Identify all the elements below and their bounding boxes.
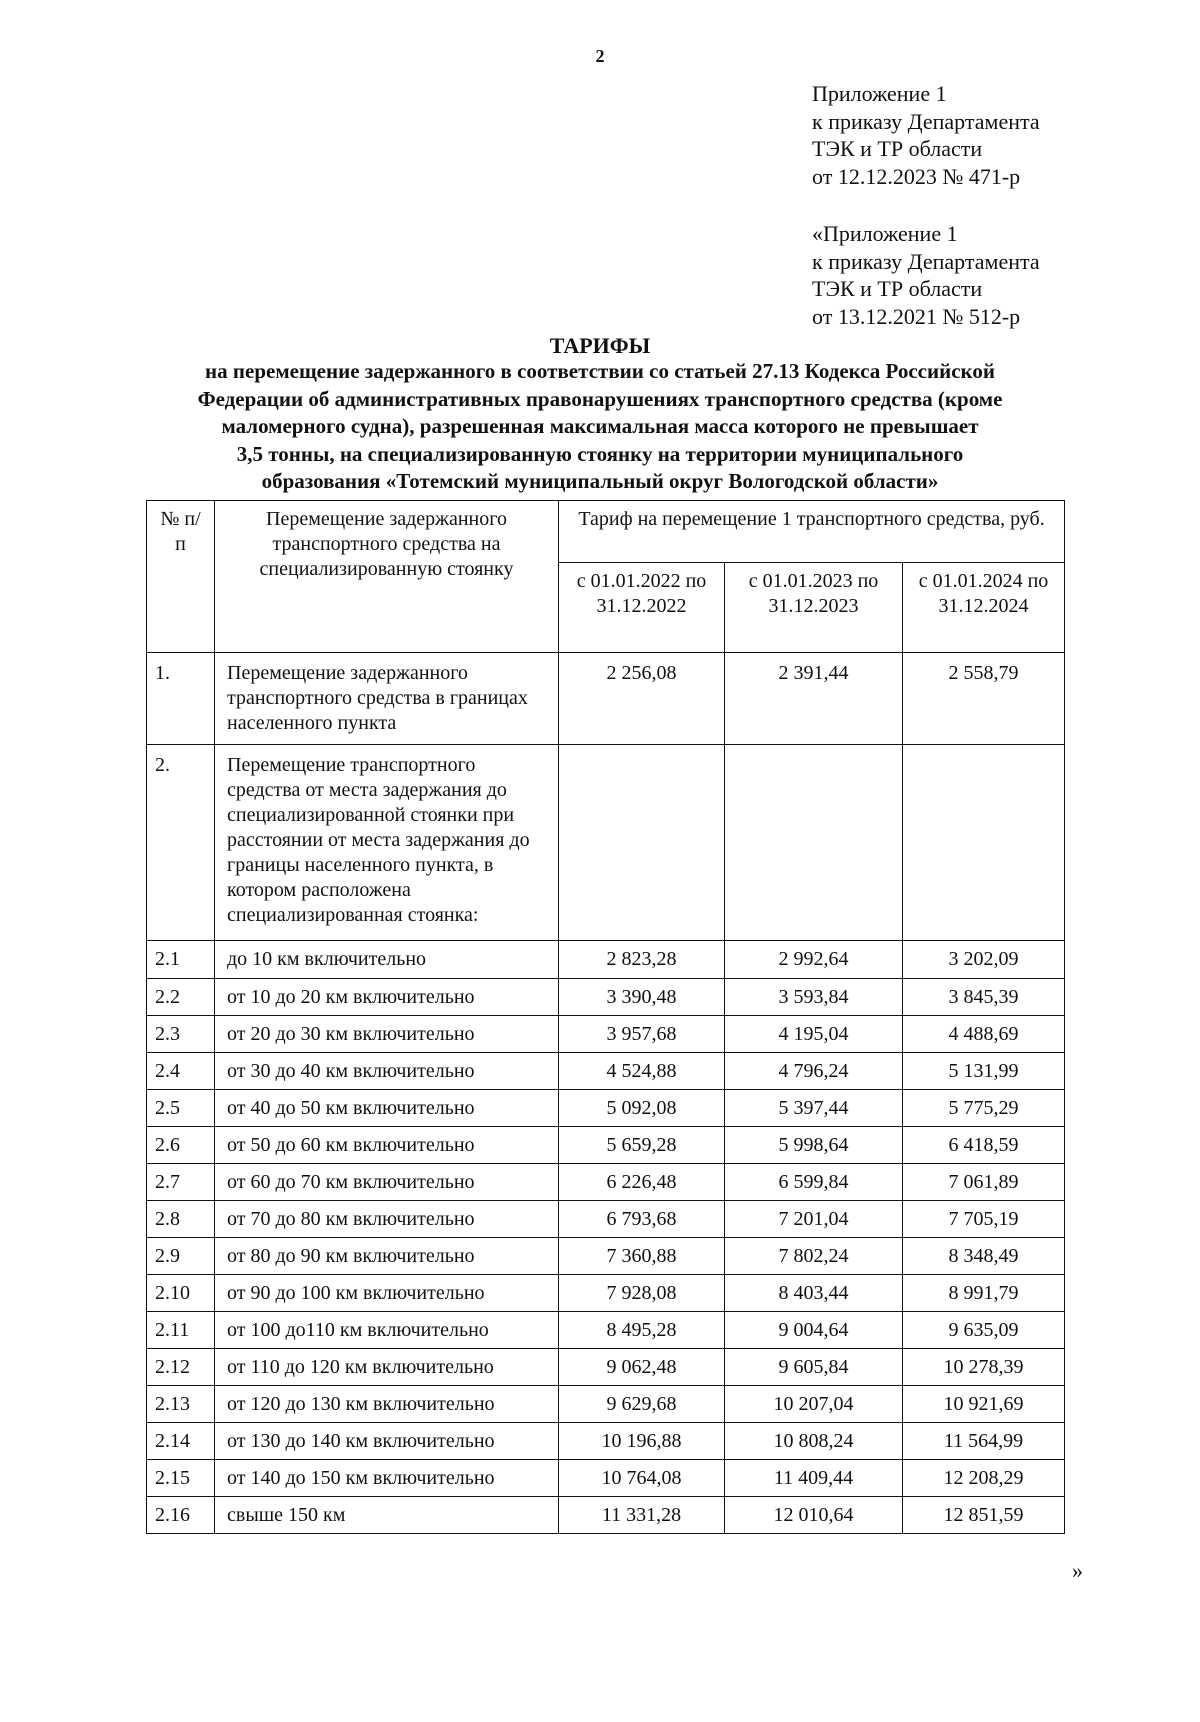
annex-line: ТЭК и ТР области bbox=[812, 136, 983, 161]
row-number: 2.3 bbox=[147, 1016, 215, 1053]
row-value-2022: 3 390,48 bbox=[559, 979, 725, 1016]
header-period-2023: с 01.01.2023 по 31.12.2023 bbox=[725, 563, 903, 653]
row-description: от 130 до 140 км включительно bbox=[215, 1423, 559, 1460]
table-row bbox=[147, 1127, 1065, 1164]
row-value-2022: 9 629,68 bbox=[559, 1386, 725, 1423]
header-tariff: Тариф на перемещение 1 транспортного средства, руб. bbox=[559, 501, 1065, 563]
row-value-2023: 5 397,44 bbox=[725, 1090, 903, 1127]
table-body bbox=[147, 653, 1065, 1534]
table-row bbox=[147, 1423, 1065, 1460]
row-value-2023: 7 802,24 bbox=[725, 1238, 903, 1275]
row-value-2024: 9 635,09 bbox=[903, 1312, 1065, 1349]
table-row bbox=[147, 653, 1065, 745]
table-row bbox=[147, 745, 1065, 941]
annex-line: от 12.12.2023 № 471-р bbox=[812, 163, 1021, 189]
row-description: свыше 150 км bbox=[215, 1497, 559, 1534]
row-description: от 80 до 90 км включительно bbox=[215, 1238, 559, 1275]
row-value-2024: 8 991,79 bbox=[903, 1275, 1065, 1312]
row-value-2024: 7 705,19 bbox=[903, 1201, 1065, 1238]
row-description: Перемещение задержанного транспортного средства в границах населенного пункта bbox=[215, 653, 559, 745]
row-description: от 70 до 80 км включительно bbox=[215, 1201, 559, 1238]
row-description: до 10 км включительно bbox=[215, 941, 559, 979]
row-number: 2.8 bbox=[147, 1201, 215, 1238]
table-row bbox=[147, 1053, 1065, 1090]
row-value-2024 bbox=[903, 745, 1065, 941]
subtitle-line: на перемещение задержанного в соответствии со статьей 27.13 Кодекса Российской bbox=[205, 359, 995, 383]
row-value-2022: 5 092,08 bbox=[559, 1090, 725, 1127]
row-value-2023: 10 207,04 bbox=[725, 1386, 903, 1423]
row-value-2023: 9 605,84 bbox=[725, 1349, 903, 1386]
table-row bbox=[147, 979, 1065, 1016]
header-period-2022: с 01.01.2022 по 31.12.2022 bbox=[559, 563, 725, 653]
row-value-2022: 8 495,28 bbox=[559, 1312, 725, 1349]
row-value-2023 bbox=[725, 745, 903, 941]
annex-line: Приложение 1 bbox=[812, 81, 947, 106]
row-number: 2.4 bbox=[147, 1053, 215, 1090]
header-movement: Перемещение задержанного транспортного средства на специализированную стоянку bbox=[215, 501, 559, 653]
row-value-2024: 5 131,99 bbox=[903, 1053, 1065, 1090]
row-value-2023: 10 808,24 bbox=[725, 1423, 903, 1460]
row-value-2022: 5 659,28 bbox=[559, 1127, 725, 1164]
row-description: от 40 до 50 км включительно bbox=[215, 1090, 559, 1127]
row-number: 2.12 bbox=[147, 1349, 215, 1386]
tariff-table bbox=[146, 500, 1065, 1534]
row-description: от 20 до 30 км включительно bbox=[215, 1016, 559, 1053]
row-value-2024: 5 775,29 bbox=[903, 1090, 1065, 1127]
row-value-2024: 12 208,29 bbox=[903, 1460, 1065, 1497]
row-description: от 60 до 70 км включительно bbox=[215, 1164, 559, 1201]
row-value-2024: 2 558,79 bbox=[903, 653, 1065, 745]
subtitle-line: 3,5 тонны, на специализированную стоянку на территории муниципального bbox=[236, 441, 964, 466]
row-value-2022: 10 196,88 bbox=[559, 1423, 725, 1460]
row-value-2022: 10 764,08 bbox=[559, 1460, 725, 1497]
row-value-2023: 5 998,64 bbox=[725, 1127, 903, 1164]
table-row bbox=[147, 1386, 1065, 1423]
row-number: 2.10 bbox=[147, 1275, 215, 1312]
row-description: от 140 до 150 км включительно bbox=[215, 1460, 559, 1497]
row-value-2023: 2 992,64 bbox=[725, 941, 903, 979]
header-num: № п/п bbox=[147, 501, 215, 653]
row-value-2022: 9 062,48 bbox=[559, 1349, 725, 1386]
row-value-2023: 4 195,04 bbox=[725, 1016, 903, 1053]
row-number: 2.6 bbox=[147, 1127, 215, 1164]
page-number: 2 bbox=[595, 46, 605, 66]
row-number: 2.11 bbox=[147, 1312, 215, 1349]
row-number: 2.5 bbox=[147, 1090, 215, 1127]
header-period-2024: с 01.01.2024 по 31.12.2024 bbox=[903, 563, 1065, 653]
table-row bbox=[147, 1090, 1065, 1127]
row-description: от 120 до 130 км включительно bbox=[215, 1386, 559, 1423]
annex-line: к приказу Департамента bbox=[812, 248, 1040, 274]
table-row bbox=[147, 1349, 1065, 1386]
row-value-2024: 3 202,09 bbox=[903, 941, 1065, 979]
row-value-2024: 6 418,59 bbox=[903, 1127, 1065, 1164]
row-description: Перемещение транспортного средства от места задержания до специализированной стоянки при расстоянии от места задержания до границы населенного пункта, в котором расположена специализированная стоянка: bbox=[215, 745, 559, 941]
row-description: от 90 до 100 км включительно bbox=[215, 1275, 559, 1312]
closing-quote: » bbox=[1072, 1558, 1083, 1583]
table-row bbox=[147, 1275, 1065, 1312]
subtitle-line: маломерного судна), разрешенная максимальная масса которого не превышает bbox=[221, 414, 979, 438]
annex-line: от 13.12.2021 № 512-р bbox=[812, 303, 1021, 329]
row-number: 1. bbox=[147, 653, 215, 745]
row-description: от 10 до 20 км включительно bbox=[215, 979, 559, 1016]
row-value-2024: 10 278,39 bbox=[903, 1349, 1065, 1386]
row-description: от 30 до 40 км включительно bbox=[215, 1053, 559, 1090]
row-value-2023: 4 796,24 bbox=[725, 1053, 903, 1090]
row-value-2023: 12 010,64 bbox=[725, 1497, 903, 1534]
table-row bbox=[147, 941, 1065, 979]
row-value-2022 bbox=[559, 745, 725, 941]
row-value-2023: 7 201,04 bbox=[725, 1201, 903, 1238]
table-row bbox=[147, 1016, 1065, 1053]
row-value-2022: 2 823,28 bbox=[559, 941, 725, 979]
table-row bbox=[147, 1497, 1065, 1534]
row-description: от 50 до 60 км включительно bbox=[215, 1127, 559, 1164]
annex-current bbox=[812, 80, 1142, 190]
row-value-2024: 3 845,39 bbox=[903, 979, 1065, 1016]
row-value-2023: 6 599,84 bbox=[725, 1164, 903, 1201]
row-number: 2.13 bbox=[147, 1386, 215, 1423]
row-value-2024: 10 921,69 bbox=[903, 1386, 1065, 1423]
annex-previous bbox=[812, 220, 1142, 330]
row-number: 2.14 bbox=[147, 1423, 215, 1460]
row-value-2023: 8 403,44 bbox=[725, 1275, 903, 1312]
row-number: 2.16 bbox=[147, 1497, 215, 1534]
row-value-2022: 7 928,08 bbox=[559, 1275, 725, 1312]
row-value-2022: 7 360,88 bbox=[559, 1238, 725, 1275]
annex-line: «Приложение 1 bbox=[812, 221, 958, 246]
row-number: 2.2 bbox=[147, 979, 215, 1016]
row-value-2024: 11 564,99 bbox=[903, 1423, 1065, 1460]
subtitle-line: образования «Тотемский муниципальный округ Вологодской области» bbox=[261, 469, 939, 493]
annex-line: ТЭК и ТР области bbox=[812, 276, 983, 301]
row-value-2022: 6 226,48 bbox=[559, 1164, 725, 1201]
row-value-2024: 12 851,59 bbox=[903, 1497, 1065, 1534]
row-value-2022: 2 256,08 bbox=[559, 653, 725, 745]
row-number: 2.15 bbox=[147, 1460, 215, 1497]
row-value-2023: 9 004,64 bbox=[725, 1312, 903, 1349]
annex-line: к приказу Департамента bbox=[812, 108, 1040, 134]
row-value-2023: 11 409,44 bbox=[725, 1460, 903, 1497]
table-row bbox=[147, 1460, 1065, 1497]
document-title: ТАРИФЫ bbox=[549, 333, 651, 358]
row-number: 2. bbox=[147, 745, 215, 941]
table-row bbox=[147, 1201, 1065, 1238]
row-value-2024: 4 488,69 bbox=[903, 1016, 1065, 1053]
row-description: от 100 до110 км включительно bbox=[215, 1312, 559, 1349]
row-number: 2.9 bbox=[147, 1238, 215, 1275]
row-value-2023: 2 391,44 bbox=[725, 653, 903, 745]
row-description: от 110 до 120 км включительно bbox=[215, 1349, 559, 1386]
row-value-2022: 4 524,88 bbox=[559, 1053, 725, 1090]
row-value-2022: 11 331,28 bbox=[559, 1497, 725, 1534]
row-value-2022: 6 793,68 bbox=[559, 1201, 725, 1238]
row-value-2024: 8 348,49 bbox=[903, 1238, 1065, 1275]
row-value-2022: 3 957,68 bbox=[559, 1016, 725, 1053]
subtitle-line: Федерации об административных правонарушениях транспортного средства (кроме bbox=[197, 386, 1003, 411]
document-subtitle bbox=[120, 358, 1080, 496]
table-row bbox=[147, 1238, 1065, 1275]
table-row bbox=[147, 1164, 1065, 1201]
row-number: 2.1 bbox=[147, 941, 215, 979]
row-value-2023: 3 593,84 bbox=[725, 979, 903, 1016]
row-number: 2.7 bbox=[147, 1164, 215, 1201]
row-value-2024: 7 061,89 bbox=[903, 1164, 1065, 1201]
table-row bbox=[147, 1312, 1065, 1349]
